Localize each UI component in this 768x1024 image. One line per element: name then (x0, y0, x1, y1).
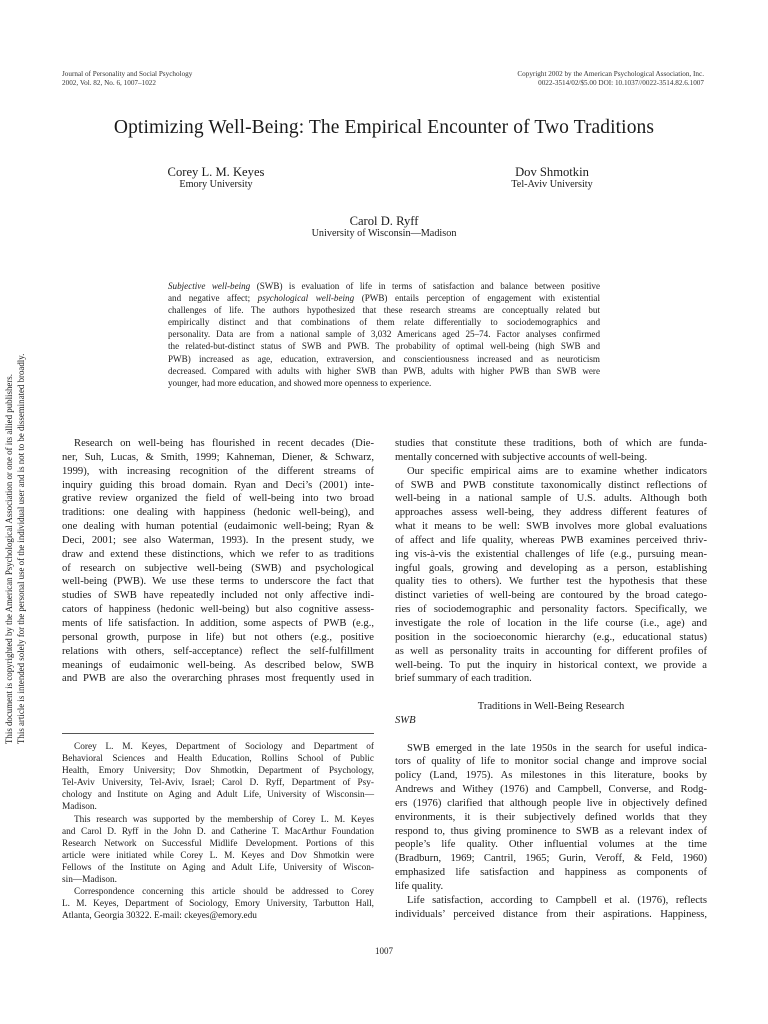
body-text-line: (Bradburn, 1969; Cantril, 1965; Gurin, Veroff, & Feld, 1960) (395, 853, 707, 865)
body-text-line: ries of sociodemographic and personality factors. Specifically, we (395, 604, 707, 616)
left-column (62, 437, 374, 686)
body-text-line: tors of quality of life to monitor social change and improve social (395, 756, 707, 768)
side-notice-line: This article is intended solely for the personal use of the individual user and is not to be disseminated broadly. (16, 353, 26, 744)
footnote-line: sin—Madison. (62, 875, 118, 886)
copyright-line: Copyright 2002 by the American Psychological Association, Inc. (517, 70, 704, 78)
author-name: Dov Shmotkin (515, 165, 589, 179)
footnote-divider (62, 733, 374, 734)
body-text-line: quality ties to others). We further test the hypothesis that these (395, 576, 707, 588)
body-text-line: well-being (PWB). We use these terms to underscore the fact that (62, 576, 374, 588)
abstract-line: Subjective well-being (SWB) is evaluation of life in terms of satisfaction and balance between positive (168, 281, 600, 291)
author-name: Corey L. M. Keyes (167, 165, 265, 179)
body-text-line: one dealing with human potential (eudaimonic well-being; Ryan & (62, 521, 374, 533)
page-number: 1007 (375, 946, 393, 956)
footnote-line: Correspondence concerning this article should be addressed to Corey (74, 887, 374, 898)
abstract-line: PWB) increased as age, education, extraversion, and conscientiousness increased and as neuroticism (168, 353, 600, 364)
journal-name: Journal of Personality and Social Psychology (62, 70, 193, 78)
body-text-line: life quality. (395, 881, 444, 892)
body-text-line: policy (Land, 1975). As milestones in this literature, books by (395, 770, 707, 782)
footnote-line: article were initiated while Corey L. M. Keyes and Dov Shmotkin were (62, 850, 374, 861)
abstract-line: and negative affect; psychological well-being (PWB) entails perception of engagement with existential (168, 293, 601, 304)
body-text-line: of affect and life quality, whereas PWB examines perceived thriv- (395, 534, 707, 546)
article-title: Optimizing Well-Being: The Empirical Encounter of Two Traditions (113, 117, 655, 138)
footnote-line: Health, Emory University; Dov Shmotkin, Department of Psychology, (62, 766, 374, 777)
body-text-line: well-being in a national sample of U.S. adults. Although both (395, 493, 707, 505)
body-text-line: as well as personality traits in accounting for different profiles of (395, 645, 707, 657)
author-name: Carol D. Ryff (349, 214, 419, 228)
body-text-line: and PWB are also the overarching phrases most frequently used in (62, 673, 374, 685)
body-text-line: cators of happiness (hedonic well-being) but also cognitive assess- (62, 604, 374, 616)
body-text-line: people’s life quality. Other influential volumes at the time (395, 839, 707, 851)
abstract-line: the related-but-distinct status of SWB and PWB. The probability of optimal well-being (high SWB and (168, 341, 600, 352)
body-text-line: emphasized life satisfaction and happiness as components of (395, 867, 707, 879)
author-block (470, 165, 634, 191)
footnote-line: Atlanta, Georgia 30322. E-mail: ckeyes@emory.edu (62, 911, 257, 922)
author-block (254, 214, 514, 240)
body-text-line: studies of SWB have repeatedly included not only affective indi- (62, 590, 374, 602)
doi-line: 0022-3514/02/$5.00 DOI: 10.1037//0022-3514.82.6.1007 (538, 78, 704, 87)
body-text-line: traditions: one dealing with happiness (hedonic well-being), and (62, 507, 374, 519)
body-text-line: ner, Suh, Lucas, & Smith, 1999; Kahneman, Diener, & Schwarz, (62, 451, 374, 463)
author-affiliation: Emory University (179, 179, 253, 190)
body-text-line: ments of life satisfaction. In addition, some aspects of PWB (e.g., (62, 617, 374, 629)
body-text-line: ingful goals, growing and developing as a person, establishing (395, 562, 707, 574)
footnote-line: Fellows of the Institute on Aging and Adult Life, University of Wiscon- (62, 862, 374, 873)
footnote-line: L. M. Keyes, Department of Sociology, Emory University, Tarbutton Hall, (62, 899, 374, 910)
copyright-notice (517, 70, 704, 87)
copyright-sidebar (0, 0, 30, 1024)
body-text-line: Life satisfaction, according to Campbell et al. (1976), reflects (407, 894, 707, 906)
subsection-heading (395, 714, 707, 728)
footnote-line: Madison. (62, 802, 97, 813)
body-text-line: Research on well-being has flourished in recent decades (Die- (74, 438, 374, 449)
abstract-line: decreased. Compared with adults with higher SWB than PWB, adults with higher PWB than SWB were (168, 365, 600, 376)
body-text-line: distinct varieties of well-being are contoured by the broad catego- (395, 590, 707, 602)
side-notice-line: This document is copyrighted by the American Psychological Association or one of its allied publishers. (4, 374, 14, 744)
abstract-line: challenges of life. The authors hypothesized that these research streams are conceptually related but (168, 305, 600, 316)
author-affiliation: University of Wisconsin—Madison (311, 228, 457, 239)
body-text-line: Deci, 2001; see also Waterman, 1993). In the present study, we (62, 534, 374, 546)
subsection-heading-text: SWB (395, 714, 416, 726)
body-text-line: respond to, thus giving prominence to SWB as a relevant index of (395, 825, 707, 837)
body-text-line: mentally concerned with subjective accounts of well-being. (395, 451, 648, 463)
footnote-line: Tel-Aviv University, Tel-Aviv, Israel; Carol D. Ryff, Department of Psy- (62, 778, 374, 789)
abstract-line: younger, had more education, and showed more openness to experience. (168, 377, 432, 388)
body-text-line: what it means to be well: SWB involves more global evaluations (395, 521, 707, 533)
body-text-line: ing vis-à-vis the existential challenges of life (e.g., pursuing mean- (395, 548, 707, 560)
body-text-line: SWB emerged in the late 1950s in the search for useful indica- (407, 742, 707, 754)
body-text-line: environments, it is their subjectively defined worlds that they (395, 811, 707, 823)
body-text-line: Andrews and Withey (1976) and Campbell, Converse, and Rodg- (395, 784, 707, 796)
body-text-line: meanings of eudaimonic well-being. As described below, SWB (62, 659, 374, 671)
spacer (395, 686, 707, 700)
spacer (395, 728, 707, 742)
author-block (134, 165, 298, 191)
footnote-line: chology and Institute on Aging and Adult Life, University of Wisconsin— (62, 790, 374, 801)
footnote-line: Corey L. M. Keyes, Department of Sociology and Department of (74, 742, 374, 752)
body-text-line: well-being. To put the inquiry in historical context, we provide a (395, 659, 707, 671)
journal-citation (62, 70, 192, 87)
body-text-line: grative review organized the field of well-being into two broad (62, 493, 374, 505)
body-text-line: position in the socioeconomic hierarchy (e.g., educational status) (395, 631, 707, 643)
body-text-line: approaches assess well-being, they address different features of (395, 507, 707, 519)
intro-continued (395, 437, 707, 686)
right-column (395, 437, 707, 922)
abstract-line: empirically distinct and that combinations of them relate differentially to sociodemographics and (168, 317, 600, 328)
body-text-line: brief summary of each tradition. (395, 673, 532, 685)
body-text-line: relations with others, self-acceptance) reflect the self-fulfillment (62, 645, 374, 657)
body-text-line: inquiry guiding this broad domain. Ryan and Deci’s (2001) inte- (62, 479, 374, 491)
footnote-line: Behavioral Sciences and Health Education, Rollins School of Public (62, 754, 374, 765)
abstract-line: personality. Data are from a national sample of 3,032 Americans aged 25–74. Factor analyses confirmed (168, 329, 600, 340)
body-text-line: individuals’ perceived distance from their aspirations. Happiness, (395, 908, 707, 920)
swb-section (395, 742, 707, 922)
footnote-line: Research Network on Successful Midlife Development. Portions of this (62, 838, 374, 849)
body-text-line: ers (1976) clarified that although people live in objectively defined (395, 797, 707, 809)
author-footnotes (62, 741, 374, 922)
author-affiliation: Tel-Aviv University (511, 179, 593, 190)
body-text-line: draw and extend these distinctions, which we refer to as traditions (62, 548, 374, 560)
body-text-line: investigate the role of location in the life course (i.e., age) and (395, 617, 707, 629)
body-text-line: of SWB and PWB constitute taxonomically distinct reflections of (395, 479, 707, 491)
body-text-line: of research on subjective well-being (SWB) and psychological (62, 562, 374, 574)
body-text-line: Our specific empirical aims are to examine whether indicators (407, 465, 707, 477)
footnote-line: and Carol D. Ryff in the John D. and Catherine T. MacArthur Foundation (62, 826, 374, 837)
body-text-line: personal growth, purpose in life) but not others (e.g., positive (62, 631, 374, 643)
abstract (168, 280, 600, 389)
body-text-line: studies that constitute these traditions, both of which are funda- (395, 438, 707, 449)
body-text-line: 1999), with increasing recognition of the different streams of (62, 465, 374, 477)
section-heading: Traditions in Well-Being Research (477, 701, 625, 713)
journal-volume: 2002, Vol. 82, No. 6, 1007–1022 (62, 78, 156, 87)
footnote-line: This research was supported by the membership of Corey L. M. Keyes (74, 814, 374, 825)
